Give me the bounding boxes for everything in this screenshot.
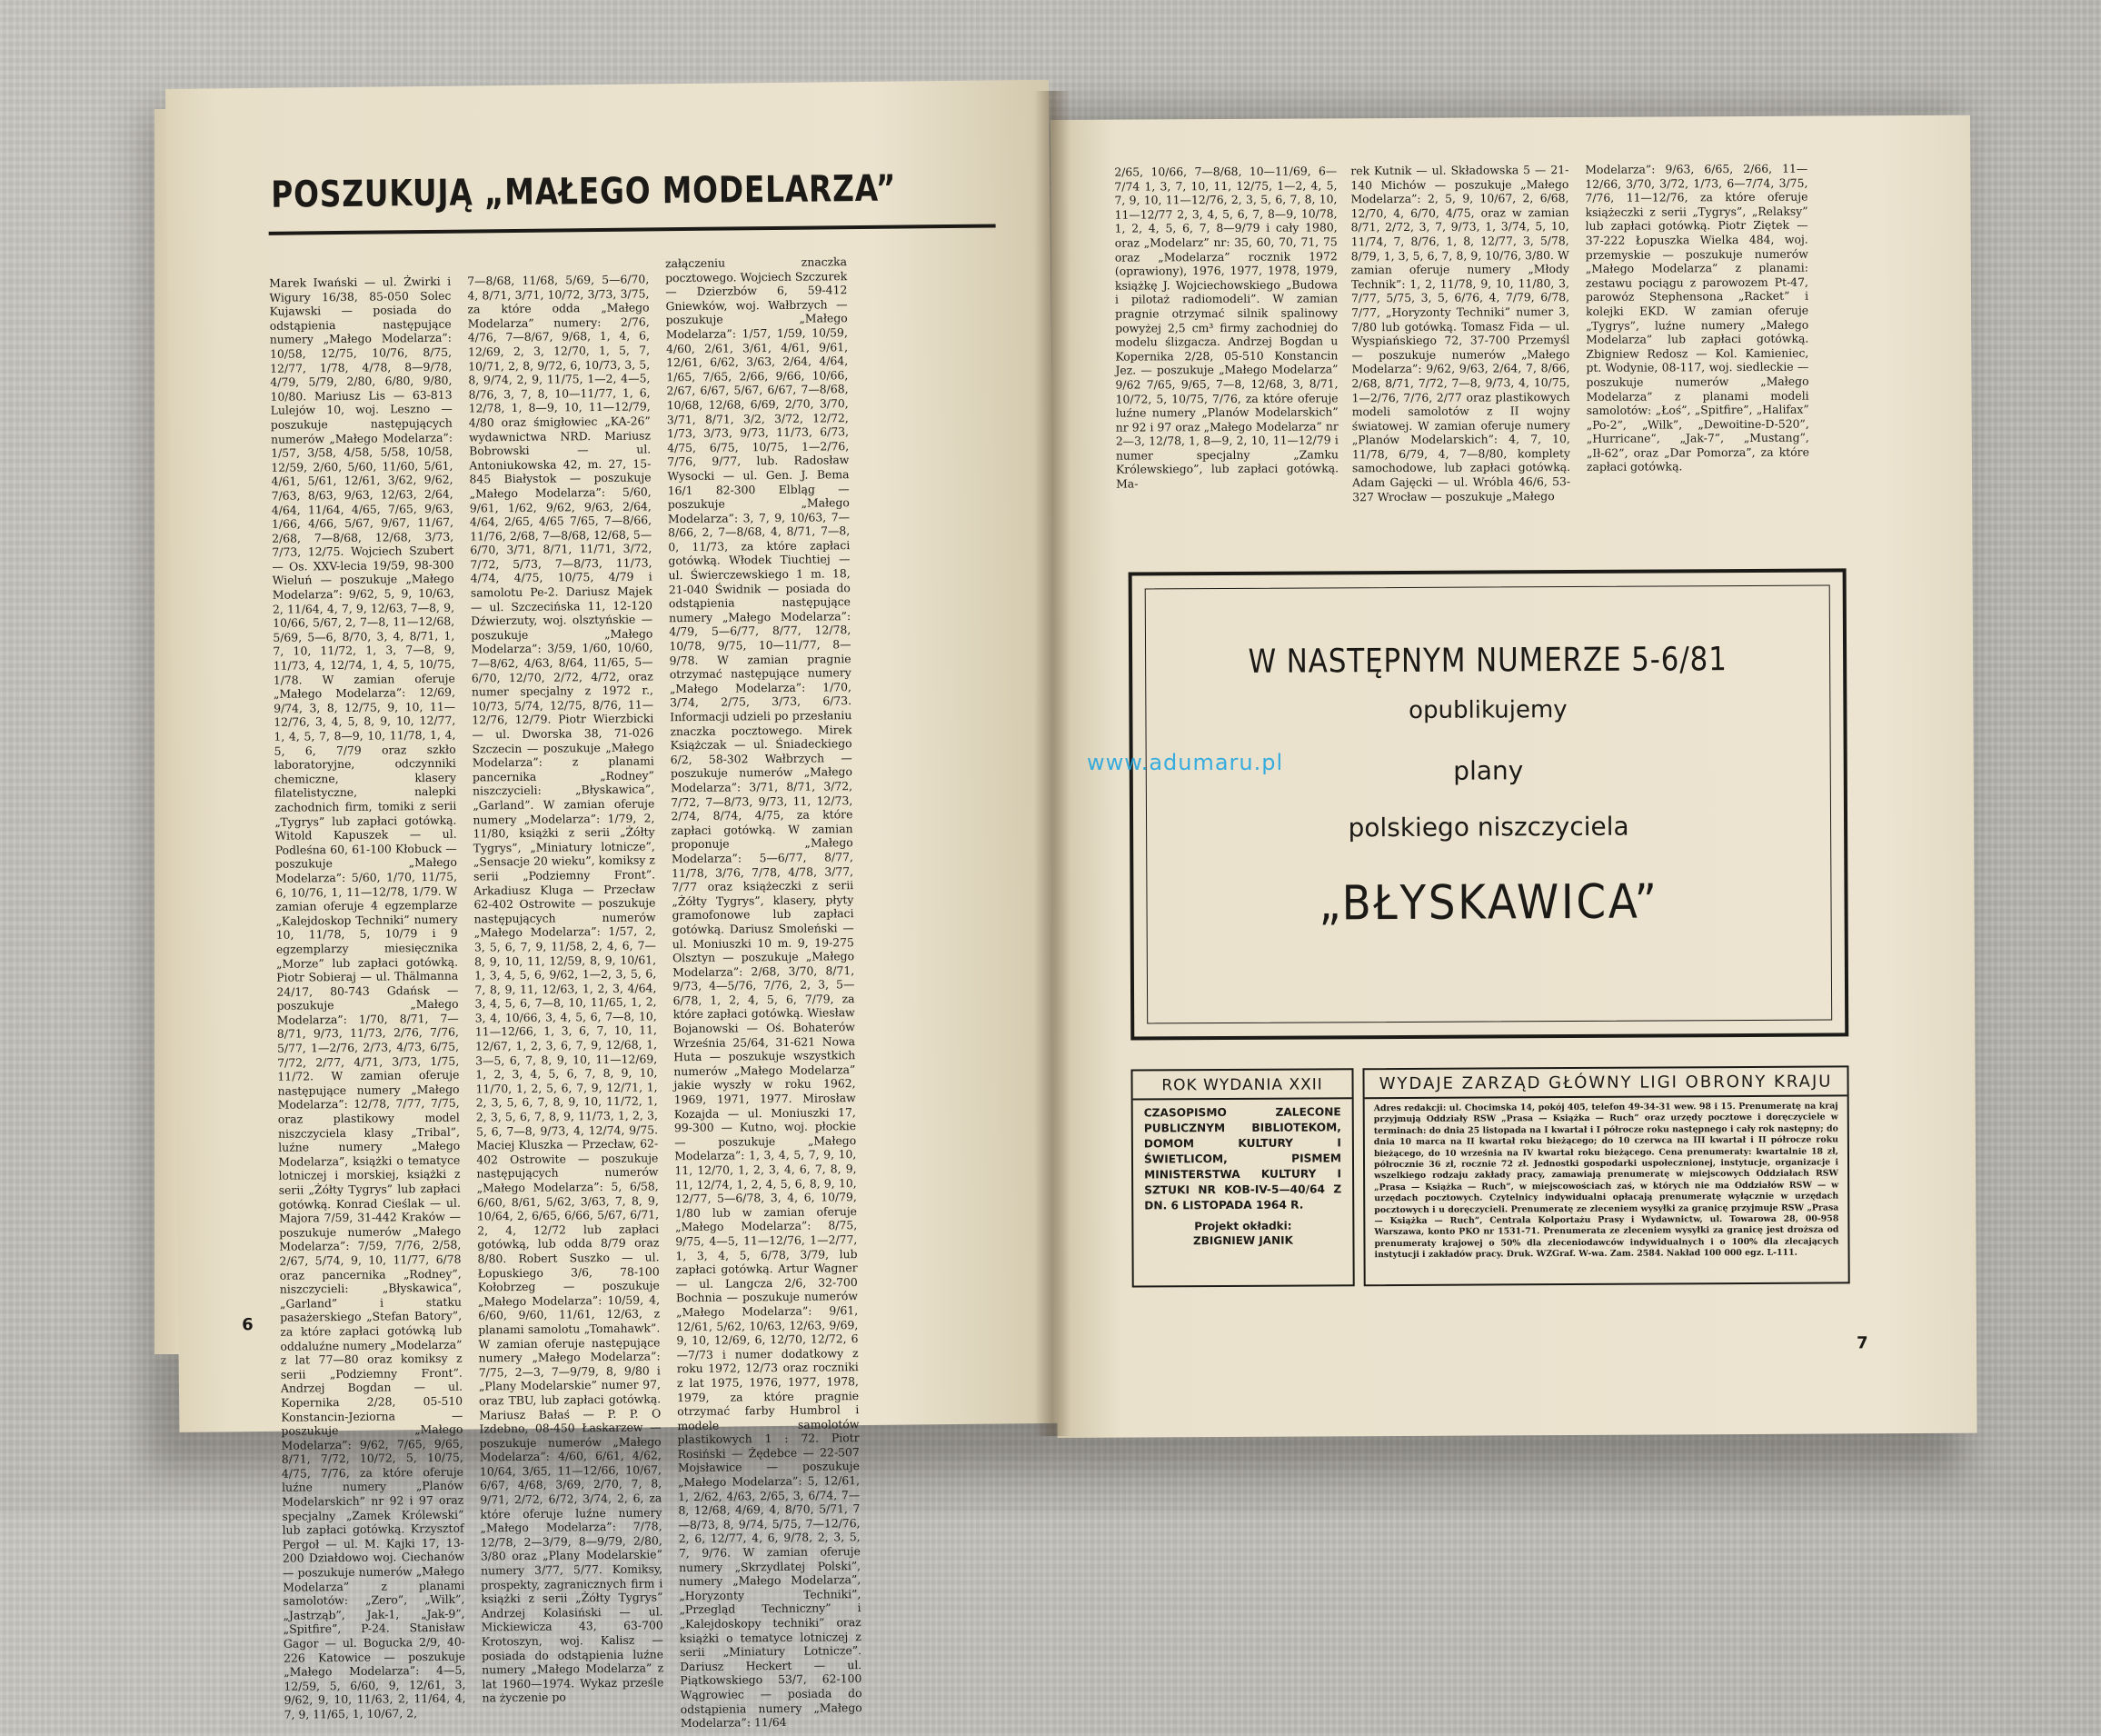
page-heading: POSZUKUJĄ „MAŁEGO MODELARZA” <box>270 167 897 216</box>
right-column-1: 2/65, 10/66, 7—8/68, 10—11/69, 6—7/74 1, 3, 7, 10, 11, 12/75, 1—2, 4, 5, 7, 9, 10, 11—12/76, 2, 3, 5, 6, 7, 8, 10, 11—12/77 2, 3, 4, 5, 6, 7, 8—9, 10/78, 1, 2, 4, 5, 6, 7, 8—9/79 i cały 1980, oraz „Modelarz” nr: 35, 60, 70, 71, 75 oraz „Modelarza” rocznik 1972 (oprawiony), 1976, 1977, 1978, 1979, książkę J. Wojciechowskiego „Budowa i pilotaż radiomodeli”. W zamian pragnie otrzymać silnik spalinowy powyżej 2,5 cm³ firmy zachodniej do modelu ślizgacza. Andrzej Bogdan u Kopernika 2/28, 05-510 Konstancin Jez. — poszukuje „Małego Modelarza” 9/62 7/65, 9/65, 7—8, 12/68, 3, 8/71, 10/72, 5, 10/75, 7/76, za które oferuje luźne numery „Planów Modelarskich” nr 92 i 97 oraz „Małego Modelarza” nr 2—3, 12/78, 1, 8—9, 2, 10, 11—12/79 i numer specjalny „Zamku Królewskiego”, lub zapłaci gotówką. Ma- <box>1114 164 1339 491</box>
website-watermark: www.adumaru.pl <box>1087 750 1284 775</box>
announcement-ship-name: „BŁYSKAWICA” <box>1319 874 1659 932</box>
right-page <box>1050 115 1977 1438</box>
announcement-line-1: W NASTĘPNYM NUMERZE 5-6/81 <box>1248 641 1728 681</box>
colophon-subscription-info: Adres redakcji: ul. Chocimska 14, pokój 405, telefon 49-34-31 wew. 98 i 15. Prenumeratę na kraj przyjmują Oddziały RSW „Prasa — Książka — Ruch” oraz urzędy pocztowe i doręczyciele w terminach: do dnia 25 listopada na I kwartał i I półrocze roku następnego i cały rok następny; do dnia 10 marca na II kwartał roku bieżącego; do 10 czerwca na III kwartał i II półrocze roku bieżącego, do 10 września na IV kwartał roku bieżącego. Cena prenumeraty: kwartalnie 18 zł, półrocznie 36 zł, rocznie 72 zł. Jednostki gospodarki uspołecznionej, instytucje, organizacje i wszelkiego rodzaju zakłady pracy, zamawiają prenumeratę w miejscowych Oddziałach RSW „Prasa — Książka — Ruch”, w miejscowościach zaś, w których nie ma Oddziałów RSW — w urzędach pocztowych. Czytelnicy indywidualni opłacają prenumeratę wyłącznie w urzędach pocztowych i u doręczycieli. Prenumeratę ze zleceniem wysyłki za granicę przyjmuje RSW „Prasa — Książka — Ruch”, Centrala Kolportażu Prasy i Wydawnictw, ul. Towarowa 28, 00-958 Warszawa, konto PKO nr 1531-71. Prenumerata ze zleceniem wysyłki za granicę jest droższa od prenumeraty krajowej o 50% dla zleceniodawców indywidualnych i o 100% dla zlecających instytucji i zakładów pracy. Druk. WZGraf. W-wa. Zam. 2584. Nakład 100 000 egz. L-111. <box>1373 1101 1839 1261</box>
colophon-year-title: ROK WYDANIA XXII <box>1132 1070 1351 1100</box>
heading-rule <box>269 224 996 234</box>
announcement-line-4: polskiego niszczyciela <box>1348 811 1629 843</box>
left-column-2: 7—8/68, 11/68, 5/69, 5—6/70, 4, 8/71, 3/71, 10/72, 3/73, 3/75, za które odda „Małego Modelarza” numery: 2/76, 4/76, 7—8/67, 9/68, 1, 4, 6, 12/69, 2, 3, 12/70, 1, 5, 7, 10/71, 2, 8, 9/72, 6, 10/73, 3, 5, 8, 9/74, 2, 9, 11/75, 1—2, 4—5, 8/76, 3, 7, 8, 10—11/77, 1, 6, 12/78, 1, 8—9, 10, 11—12/79, 4/80 oraz śmigłowiec „KA-26” wydawnictwa NRD. Mariusz Bobrowski — ul. Antoniukowska 42, m. 27, 15-845 Białystok — poszukuje „Małego Modelarza”: 5/60, 9/61, 1/62, 9/62, 9/63, 2/64, 4/64, 2/65, 4/65 7/65, 7—8/66, 11/76, 2/68, 7—8/68, 12/68, 5—6/70, 3/71, 8/71, 11/71, 3/72, 7/72, 5/73, 7—8/73, 11/73, 4/74, 4/75, 10/75, 4/79 i samolotu Pe-2. Dariusz Majek — ul. Szczecińska 11, 12-120 Dźwierzuty, woj. olsztyńskie — poszukuje „Małego Modelarza”: 3/59, 1/60, 10/60, 7—8/62, 4/63, 8/64, 11/65, 5—6/70, 12/70, 2/72, 4/72, oraz numer specjalny z 1972 r., 10/73, 5/74, 12/75, 8/76, 11—12/76, 12/79. Piotr Wierzbicki — ul. Dworska 38, 71-026 Szczecin — poszukuje „Małego Modelarza”: z planami pancernika „Rodney” niszczycieli: „Błyskawica”, „Garland”. W zamian oferuje numery „Modelarza”: 1/79, 2, 11/80, książki z serii „Żółty Tygrys”, „Miniatury lotnicze”, „Sensacje 20 wieku”, komiksy z serii „Podziemny Front”. Arkadiusz Kluga — Przecław 62-402 Ostrowite — poszukuje następujących numerów „Małego Modelarza”: 1/57, 2, 3, 5, 6, 7, 9, 11/58, 2, 4, 6, 7—8, 9, 10, 11, 12/59, 8, 9, 10/61, 1, 3, 4, 5, 6, 9/62, 1—2, 3, 5, 6, 7, 8, 9, 11, 12/63, 1, 2, 3, 4/64, 3, 4, 5, 6, 7—8, 10, 11/65, 1, 2, 3, 4, 10/66, 3, 4, 5, 6, 7—8, 10, 11—12/66, 1, 3, 6, 7, 10, 11, 12/67, 1, 2, 3, 6, 7, 9, 12/68, 1, 3—5, 6, 7, 8, 9, 10, 11—12/69, 1, 2, 3, 4, 5, 6, 7, 8, 9, 10, 11/70, 1, 2, 5, 6, 7, 9, 12/71, 1, 2, 3, 5, 6, 7, 8, 9, 10, 11/72, 1, 2, 3, 5, 6, 7, 8, 9, 11/73, 1, 2, 3, 5, 6, 7—8, 9/73, 4, 12/74, 9/75. Maciej Kluszka — Przecław, 62-402 Ostrowite — poszukuje następujących numerów „Małego Modelarza”: 5, 6/58, 6/60, 8/61, 5/62, 3/63, 7, 8, 9, 10/64, 2, 6/65, 6/66, 5/67, 6/71, 2, 4, 12/72 lub zapłaci gotówką, lub odda 8/79 oraz 8/80. Robert Suszko — ul. Łopuskiego 3/6, 78-100 Kołobrzeg — poszukuje „Małego Modelarza”: 10/59, 4, 6/60, 9/60, 11/61, 12/63, z planami samolotu „Tomahawk”. W zamian oferuje następujące numery „Małego Modelarza”: 7/75, 2—3, 7—9/79, 8, 9/80 i „Plany Modelarskie” numer 97, oraz TBU, lub zapłaci gotówką. Mariusz Bałaś — P. P. O Izdebno, 08-450 Łaskarzew — poszukuje numerów „Małego Modelarza”: 4/60, 6/61, 4/62, 10/64, 3/65, 11—12/66, 10/67, 6/67, 4/68, 3/69, 2/70, 7, 8, 9/71, 2/72, 6/72, 3/74, 2, 6, za które oferuje luźne numery „Małego Modelarza”: 7/78, 12/78, 2—3/79, 8—9/79, 2/80, 3/80 oraz „Plany Modelarskie” numery 3/77, 5/77. Komiksy, prospekty, zagranicznych firm i książki z serii „Żółty Tygrys” Andrzej Kolasiński — ul. Mickiewicza 43, 63-700 Krotoszyn, woj. Kalisz — posiada do odstąpienia luźne numery „Małego Modelarza” z lat 1960—1974. Wykaz prześle na życzenie po <box>467 272 664 1705</box>
colophon-recommendation: CZASOPISMO ZALECONE PUBLICZNYM BIBLIOTEKOM, DOMOM KULTURY I ŚWIETLICOM, PISMEM MINISTERSTWA KULTURY I SZTUKI NR KOB-IV-5—40/64 Z DN. 6 LISTOPADA 1964 R. <box>1143 1105 1342 1212</box>
left-page <box>165 80 1062 1731</box>
colophon-year-box <box>1130 1068 1354 1287</box>
colophon-cover-label: Projekt okładki: <box>1194 1219 1292 1233</box>
spine-gutter <box>1034 91 1070 1436</box>
page-number-left: 6 <box>242 1315 254 1335</box>
colophon-cover-author: ZBIGNIEW JANIK <box>1193 1233 1293 1248</box>
page-number-right: 7 <box>1857 1333 1868 1353</box>
announcement-line-2: opublikujemy <box>1409 696 1568 724</box>
colophon-publisher-box <box>1362 1065 1849 1286</box>
left-column-1: Marek Iwański — ul. Żwirki i Wigury 16/38, 85-050 Solec Kujawski — posiada do odstąpienia następujące numery „Małego Modelarza”: 10/58, 12/75, 10/76, 8/75, 12/77, 1/78, 4/78, 8—9/78, 4/79, 5/79, 2/80, 6/80, 9/80, 10/80. Mariusz Lis — 63-813 Lulejów 10, woj. Leszno — poszukuje następujących numerów „Małego Modelarza”: 1/57, 3/58, 4/58, 5/58, 10/58, 12/59, 2/60, 5/60, 11/60, 5/61, 4/61, 5/61, 12/61, 3/62, 9/62, 7/63, 8/63, 9/63, 12/63, 2/64, 4/64, 11/64, 4/65, 7/65, 9/63, 1/66, 4/66, 5/67, 9/67, 11/67, 2/68, 7—8/68, 12/68, 3/73, 7/73, 12/75. Wojciech Szubert — Os. XXV-lecia 19/59, 98-300 Wieluń — poszukuje „Małego Modelarza”: 9/62, 5, 9, 10/63, 2, 11/64, 4, 7, 9, 12/63, 7—8, 9, 10/66, 5/67, 2, 7—8, 11—12/68, 5/69, 5—6, 8/70, 3, 4, 8/71, 1, 7, 10, 11/72, 1, 3, 7—8, 9, 11/73, 4, 12/74, 1, 4, 5, 10/75, 1/78. W zamian oferuje „Małego Modelarza”: 12/69, 9/74, 3, 8, 12/75, 9, 10, 11—12/76, 3, 4, 5, 8, 9, 10, 12/77, 1, 4, 5, 7, 8—9, 10, 11/78, 1, 4, 5, 6, 7/79 oraz szkło laboratoryjne, odczynniki chemiczne, klasery filatelistyczne, nalepki zachodnich firm, tomiki z serii „Tygrys” lub zapłaci gotówką. Witold Kapuszek — ul. Podleśna 60, 61-100 Kłobuck — poszukuje „Małego Modelarza”: 5/60, 1/70, 11/75, 6, 10/76, 1, 11—12/78, 1/79. W zamian oferuje 4 egzemplarze „Kalejdoskop Techniki” numery 10, 11/78, 5, 10/79 i 9 egzemplarzy miesięcznika „Morze” lub zapłaci gotówką. Piotr Sobieraj — ul. Thälmanna 24/17, 80-743 Gdańsk — poszukuje „Małego Modelarza”: 1/70, 8/71, 7—8/71, 9/73, 11/73, 2/76, 7/76, 5/77, 1—2/76, 2/73, 4/73, 6/75, 7/72, 2/77, 4/71, 3/73, 1/75, 11/72. W zamian oferuje następujące numery „Małego Modelarza”: 12/78, 7/77, 7/75, oraz plastikowy model niszczyciela klasy „Tribal”, luźne numery „Małego Modelarza”, książki o tematyce lotniczej i morskiej, książki z serii „Żółty Tygrys” lub zapłaci gotówką. Konrad Cieślak — ul. Majora 7/59, 31-442 Kraków — poszukuje numerów „Małego Modelarza”: 7/59, 7/76, 2/58, 2/67, 5/74, 9, 10, 11/77, 6/78 oraz pancernika „Rodney”, niszczycieli: „Błyskawica”, „Garland” i statku pasażerskiego „Stefan Batory”, za które zapłaci gotówką lub oddaluźne numery „Modelarza” z lat 77—80 oraz komiksy z serii „Podziemny Front”. Andrzej Bogdan — ul. Kopernika 2/28, 05-510 Konstancin-Jeziorna — poszukuje „Małego Modelarza”: 9/62, 7/65, 9/65, 8/71, 7/72, 10/72, 5, 10/75, 4/75, 7/76, za które oferuje luźne numery „Planów Modelarskich” nr 92 i 97 oraz specjalny „Zamek Królewski” lub zapłaci gotówką. Krzysztof Pergoł — ul. M. Kajki 17, 13-200 Działdowo woj. Ciechanów — poszukuje numerów „Małego Modelarza” z planami samolotów: „Zero”, „Wilk”, „Jastrząb”, Jak-1, „Jak-9”, „Spitfire”, P-24. Stanisław Gagor — ul. Bogucka 2/9, 40-226 Katowice — poszukuje „Małego Modelarza”: 4—5, 12/59, 5, 6/60, 9, 12/61, 3, 9/62, 9, 10, 11/63, 2, 11/64, 4, 7, 9, 11/65, 1, 10/67, 2, <box>269 274 466 1721</box>
colophon-publisher-title: WYDAJE ZARZĄD GŁÓWNY LIGI OBRONY KRAJU <box>1364 1067 1847 1099</box>
announcement-line-3: plany <box>1453 755 1524 786</box>
left-column-3: załączeniu znaczka pocztowego. Wojciech Szczurek — Dzierzbów 6, 59-412 Gniewków, woj. Wałbrzych — poszukuje „Małego Modelarza”: 1/57, 1/59, 10/59, 4/60, 2/61, 3/61, 4/61, 9/61, 12/61, 6/62, 3/63, 2/64, 4/64, 1/65, 7/65, 2/66, 9/66, 10/66, 2/67, 6/67, 5/67, 6/67, 7—8/68, 10/68, 12/68, 6/69, 2/70, 3/70, 3/71, 8/71, 3/2, 3/72, 12/72, 1/73, 3/73, 9/73, 11/73, 6/73, 4/75, 6/75, 10/75, 1—2/76, 7/76, 9/77, lub. Radosław Wysocki — ul. Gen. J. Bema 16/1 82-300 Elbląg — poszukuje „Małego Modelarza”: 3, 7, 9, 10/63, 7—8/66, 2, 7—8/68, 4, 8/71, 7—8, 0, 11/73, za które zapłaci gotówką. Włodek Tiuchtiej — ul. Świerczewskiego 1 m. 18, 21-040 Świdnik — posiada do odstąpienia następujące numery „Małego Modelarza”: 4/79, 5—6/77, 8/77, 12/78, 10/78, 9/75, 10—11/77, 8—9/78. W zamian pragnie otrzymać następujące numery „Małego Modelarza”: 1/70, 3/74, 2/75, 3/73, 6/73. Informacji udzieli po przesłaniu znaczka pocztowego. Mirek Książczak — ul. Śniadeckiego 6/2, 58-302 Wałbrzych — poszukuje numerów „Małego Modelarza”: 3/71, 8/71, 3/72, 7/72, 7—8/73, 9/73, 11, 12/73, 2/74, 8/74, 4/75, za które zapłaci gotówką. W zamian proponuje „Małego Modelarza”: 5—6/77, 8/77, 11/78, 3/76, 7/78, 4/78, 3/77, 7/77 oraz książeczki z serii „Żółty Tygrys”, klasery, płyty gramofonowe lub zapłaci gotówką. Dariusz Smoleński — ul. Moniuszki 10 m. 9, 19-275 Olsztyn — poszukuje „Małego Modelarza”: 2/68, 3/70, 8/71, 9/73, 4—5/76, 7/76, 2, 3, 5—6/78, 1, 2, 4, 5, 6, 7/79, za które zapłaci gotówką. Wiesław Bojanowski — Oś. Bohaterów Września 25/64, 31-621 Nowa Huta — poszukuje wszystkich numerów „Małego Modelarza” jakie wyszły w roku 1962, 1969, 1971, 1977. Mirosław Kozajda — ul. Moniuszki 17, 99-300 — Kutno, woj. płockie — poszukuje „Małego Modelarza”: 1, 3, 4, 5, 7, 9, 10, 11, 12/70, 1, 2, 3, 4, 6, 7, 8, 9, 11, 12/74, 1, 2, 4, 5, 6, 8, 9, 10, 12/77, 5—6/78, 3, 4, 6, 10/79, 1/80 lub w zamian oferuje „Małego Modelarza”: 8/75, 9/75, 4—5, 11—12/76, 1—2/77, 1, 3, 4, 5, 6/78, 3/79, lub zapłaci gotówką. Artur Wagner — ul. Langcza 2/6, 32-700 Bochnia — poszukuje numerów „Małego Modelarza”: 9/61, 12/61, 5/62, 10/63, 12/63, 9/69, 9, 10, 12/69, 6, 12/70, 12/72, 6—7/73 i numer dodatkowy z roku 1972, 12/73 oraz roczniki z lat 1975, 1976, 1977, 1978, 1979, za które pragnie otrzymać farby Humbrol i modele samolotów plastikowych 1 : 72. Piotr Rosiński — Żędebce — 22-507 Mojsławice — poszukuje „Małego Modelarza”: 5, 12/61, 1, 2/62, 4/63, 2/65, 3, 6/74, 7—8, 12/68, 4/69, 4, 8/70, 5/71, 7—8/73, 8, 9/74, 5/75, 7—12/76, 2, 6, 12/77, 4, 6, 9/78, 2, 3, 5, 7, 9/76. W zamian oferuje numery „Skrzydlatej Polski”, numery „Małego Modelarza”, „Horyzonty Techniki”, „Przegląd Techniczny” i „Kalejdoskopy techniki” oraz książki o tematyce lotniczej z serii „Miniatury Lotnicze”. Dariusz Heckert — ul. Piątkowskiego 53/7, 62-100 Wągrowiec — posiada do odstąpienia numery „Małego Modelarza”: 11/64 <box>664 254 862 1731</box>
right-column-3: Modelarza”: 9/63, 6/65, 2/66, 11—12/66, 3/70, 3/72, 1/73, 6—7/74, 3/75, 7/76, 11—12/76, za które oferuje książeczki z serii „Tygrys”, „Relaksy” lub zapłaci gotówką. Piotr Ziętek — 37-222 Łopuszka Wielka 484, woj. przemyskie — poszukuje numerów „Małego Modelarza” z planami: zestawu pociągu z parowozem Pt-47, parowóz Stephensona „Racket” i kolejki EKD. W zamian oferuje „Tygrys”, luźne numery „Małego Modelarza” lub zapłaci gotówką. Zbigniew Redosz — Kol. Kamieniec, pt. Wodynie, 08-117, woj. siedleckie — poszukuje numerów „Małego Modelarza” z planami modeli samolotów: „Łoś”, „Spitfire”, „Halifax” „Po-2”, „Wilk”, „Dewoitine-D-520”, „Hurricane”, „Jak-7”, „Mustang”, „Ił-62”, oraz „Dar Pomorza”, za które zapłaci gotówką. <box>1585 161 1809 474</box>
right-column-2: rek Kutnik — ul. Składowska 5 — 21-140 Michów — poszukuje „Małego Modelarza”: 2, 5, 9, 10/67, 2, 6/68, 12/70, 4, 6/70, 4/75, oraz w zamian 8/71, 2/72, 3, 7, 9/73, 1, 3/74, 5, 10, 11/74, 7, 8/76, 1, 8, 12/77, 3, 5/78, 8/79, 1, 3, 5, 6, 7, 8, 9, 10/76, 3/80. W zamian oferuje numery „Młody Technik”: 1, 2, 11/78, 9, 10, 11/80, 3, 7/77, 5/75, 3, 5, 6/76, 4, 7/79, 6/78, 7/77, „Horyzonty Techniki” numer 3, 7/80 lub gotówką. Tomasz Fida — ul. Wyspiańskiego 72, 37-700 Przemyśl — poszukuje numerów „Małego Modelarza”: 9/62, 9/63, 2/64, 7, 8/66, 2/68, 8/71, 7/72, 7—8, 9/73, 4, 10/75, 1—2/76, 7/76, 2/77 oraz plastikowych modeli samolotów z II wojny światowej. W zamian oferuje numery „Planów Modelarskich”: 4, 7, 10, 11/78, 6/79, 4, 7—8/80, komplety samochodowe, lub zapłaci gotówką. Adam Gajęcki — ul. Wróbla 46/6, 53-327 Wrocław — poszukuje „Małego <box>1350 163 1571 504</box>
next-issue-announcement <box>1129 568 1849 1040</box>
